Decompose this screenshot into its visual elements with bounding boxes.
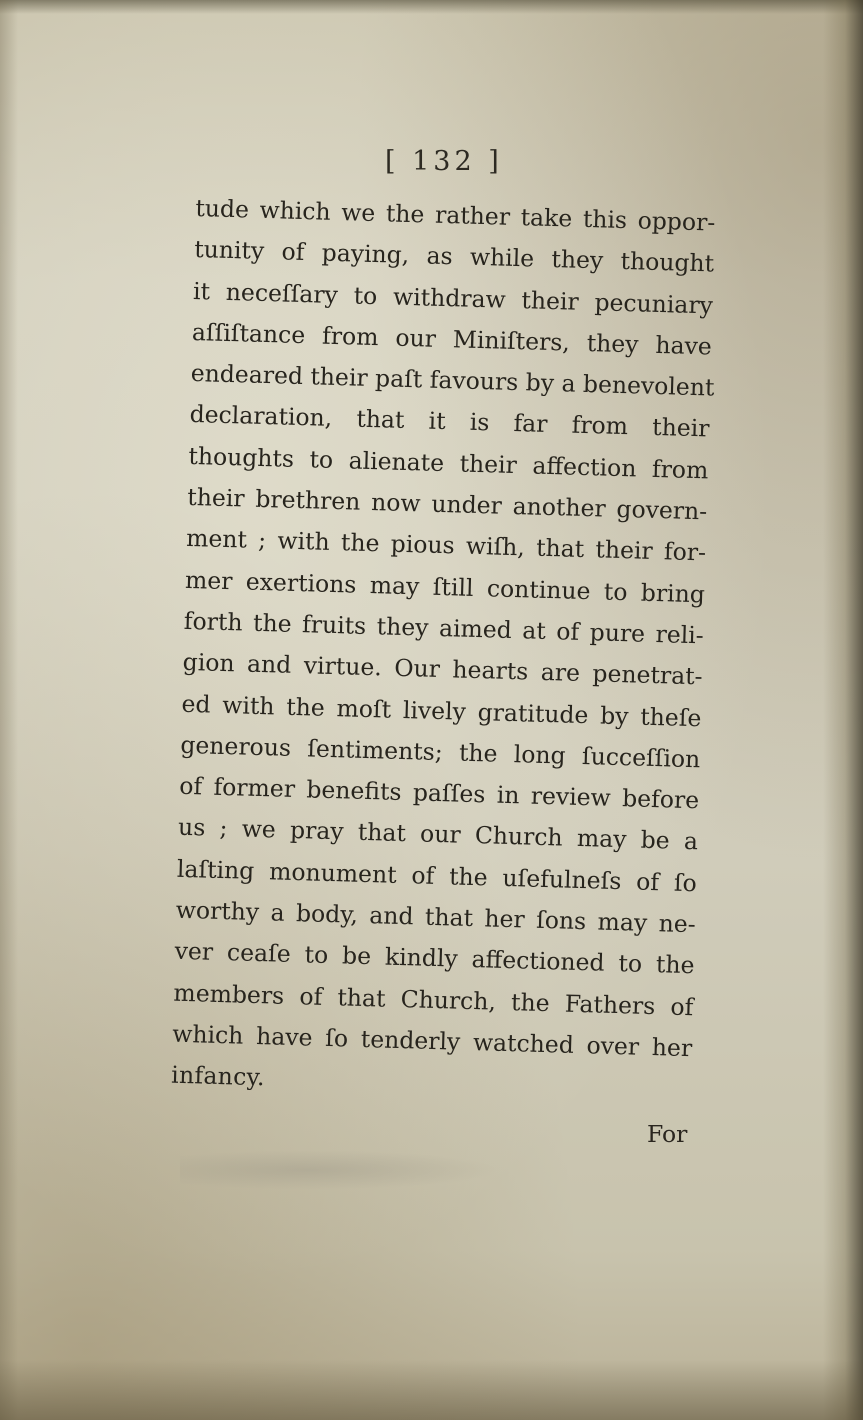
text-line: tunity of paying, as while they thought xyxy=(193,235,715,278)
text-line: worthy a body, and that her ſons may ne- xyxy=(175,895,697,939)
text-line: laſting monument of the uſefulneſs of ſo xyxy=(176,854,698,897)
page-edge-top xyxy=(0,0,863,14)
text-line: generous ſentiments; the long ſucceſſion xyxy=(180,730,701,774)
text-line: us ; we pray that our Church may be a xyxy=(177,813,699,856)
catchword: For xyxy=(647,1120,688,1148)
text-line: it neceſſary to withdraw their pecuniary xyxy=(192,276,714,320)
text-line: ver ceaſe to be kindly affectioned to the xyxy=(174,937,695,980)
text-line: which have ſo tenderly watched over her xyxy=(171,1019,693,1063)
body-text xyxy=(171,188,716,1111)
ink-bleed-through xyxy=(180,1150,500,1190)
text-line: endeared their paſt favours by a benevolent xyxy=(190,359,715,402)
text-line: members of that Church, the Fathers of xyxy=(173,978,694,1021)
page-edge-right xyxy=(823,0,863,1420)
page-edge-left xyxy=(0,0,18,1420)
text-line: tude which we the rather take this oppor- xyxy=(195,193,716,237)
text-line: their brethren now under another govern- xyxy=(186,482,708,526)
text-line: ed with the moſt lively gratitude by theſe xyxy=(181,689,702,732)
text-line-last: infancy. xyxy=(170,1060,266,1092)
text-line: gion and virtue. Our hearts are penetrat- xyxy=(182,648,703,691)
text-line: of former benefits paſſes in review before xyxy=(178,771,700,815)
text-line: forth the fruits they aimed at of pure reli- xyxy=(183,606,705,650)
text-line: ment ; with the pious wiſh, that their for- xyxy=(185,524,707,567)
page-edge-bottom xyxy=(0,1360,863,1420)
text-line: declaration, that it is far from their xyxy=(189,400,710,443)
text-line: thoughts to alienate their affection from xyxy=(188,441,709,485)
page-number: [ 132 ] xyxy=(385,146,503,177)
text-line: mer exertions may ſtill continue to bring xyxy=(184,565,706,609)
text-line: aſſiſtance from our Miniſters, they have xyxy=(191,317,713,361)
